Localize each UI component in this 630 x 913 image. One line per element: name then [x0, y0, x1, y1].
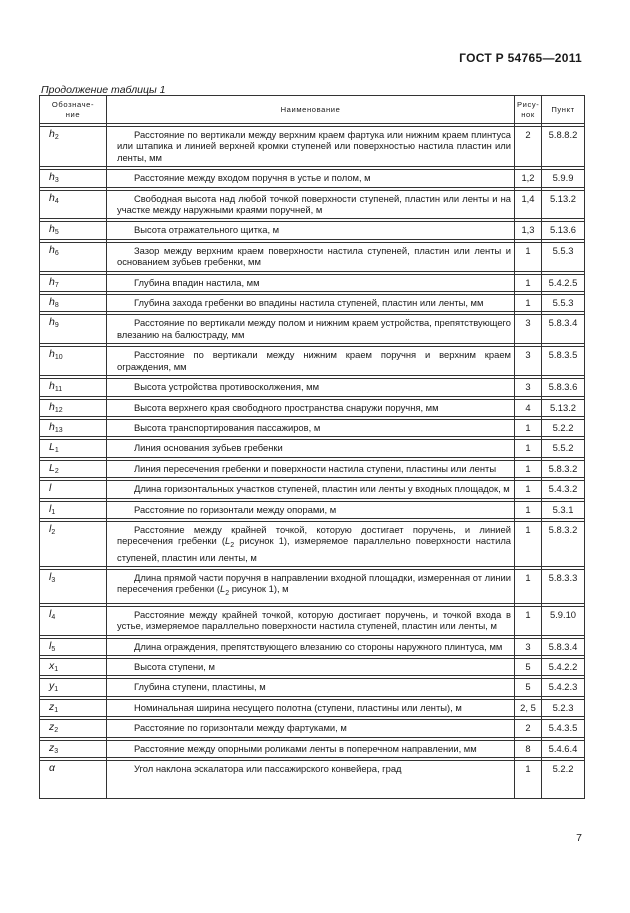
table-row [40, 399, 585, 416]
column-header-figure: Рису- нок [515, 96, 542, 124]
table-row [40, 481, 585, 498]
table-row [40, 170, 585, 187]
clause-cell: 5.4.3.5 [542, 720, 585, 737]
table-row [40, 347, 585, 376]
table-row [40, 760, 585, 798]
symbol: l [49, 522, 52, 535]
symbol: l [49, 482, 52, 495]
symbol-index: 2 [54, 134, 59, 141]
description-cell: Расстояние между крайней точкой, которую достигает поручень, и точкой входа в устье, измеряемое параллельно поверхности настила ступеней, пластин или ленты, м [107, 606, 515, 635]
symbol-index: 1 [54, 665, 59, 673]
clause-cell: 5.8.3.5 [542, 347, 585, 376]
table-row [40, 740, 585, 757]
description-cell: Линия пересечения гребенки и поверхности настила ступени, пластины или ленты [107, 460, 515, 477]
description-cell: Высота транспортирования пассажиров, м [107, 419, 515, 436]
figure-cell: 1 [515, 460, 542, 477]
description-cell: Высота устройства противосколжения, мм [107, 379, 515, 396]
symbol: h [49, 191, 55, 204]
symbol-index: 4 [51, 613, 56, 621]
symbol: z [49, 700, 55, 713]
symbol: h [49, 380, 55, 393]
symbol: h [49, 400, 55, 413]
line-reference-symbol: L [219, 583, 226, 595]
table-row [40, 501, 585, 518]
table-row [40, 222, 585, 239]
symbol: z [49, 721, 55, 734]
description-cell: Расстояние между опорными роликами ленты в поперечном направлении, мм [107, 740, 515, 757]
table-row [40, 379, 585, 396]
clause-cell: 5.8.3.2 [542, 460, 585, 477]
symbol-cell [40, 315, 107, 344]
symbol-index: 3 [51, 577, 56, 585]
description-cell: Глубина ступени, пластины, м [107, 679, 515, 696]
symbol-cell [40, 699, 107, 716]
clause-cell: 5.9.9 [542, 170, 585, 187]
symbol: α [49, 761, 55, 774]
symbol-index: 13 [54, 426, 63, 434]
description-cell: Высота верхнего края свободного пространства снаружи поручня, мм [107, 399, 515, 416]
symbol-cell [40, 242, 107, 271]
clause-cell: 5.8.3.4 [542, 638, 585, 655]
symbol-index: 2 [54, 467, 59, 475]
description-cell: Длина ограждения, препятствующего влезанию со стороны наружного плинтуса, мм [107, 638, 515, 655]
clause-cell: 5.13.6 [542, 222, 585, 239]
description-cell: Высота ступени, м [107, 658, 515, 675]
description-cell: Зазор между верхним краем поверхности настила ступеней, пластин или ленты и основанием зубьев гребенки, мм [107, 242, 515, 271]
symbol-cell [40, 399, 107, 416]
symbol: h [49, 296, 55, 309]
symbol: x [49, 659, 55, 672]
symbol-cell [40, 440, 107, 457]
table-row [40, 295, 585, 312]
description-cell: Расстояние по горизонтали между фартуками, м [107, 720, 515, 737]
figure-cell: 5 [515, 658, 542, 675]
symbol-cell [40, 295, 107, 312]
figure-cell: 5 [515, 679, 542, 696]
symbol-cell [40, 606, 107, 635]
figure-cell: 3 [515, 638, 542, 655]
figure-cell: 1,4 [515, 190, 542, 219]
clause-cell: 5.4.3.2 [542, 481, 585, 498]
symbol-cell [40, 570, 107, 604]
figure-cell: 4 [515, 399, 542, 416]
symbol: h [49, 348, 55, 361]
symbol-cell [40, 501, 107, 518]
clause-cell: 5.5.3 [542, 242, 585, 271]
symbol: h [49, 420, 55, 433]
clause-cell: 5.2.2 [542, 760, 585, 798]
clause-cell: 5.13.2 [542, 399, 585, 416]
figure-cell: 1,2 [515, 170, 542, 187]
symbol: y [49, 680, 55, 693]
symbol-cell [40, 740, 107, 757]
symbols-table [39, 95, 585, 799]
symbol-index: 12 [54, 406, 63, 414]
table-row [40, 274, 585, 291]
symbol-cell [40, 222, 107, 239]
symbol: h [49, 316, 55, 329]
figure-cell: 3 [515, 315, 542, 344]
clause-cell: 5.4.2.2 [542, 658, 585, 675]
symbol-cell [40, 170, 107, 187]
clause-cell: 5.8.8.2 [542, 127, 585, 167]
table-row [40, 190, 585, 219]
clause-cell: 5.2.3 [542, 699, 585, 716]
line-reference-index: 2 [230, 542, 235, 550]
description-cell: Расстояние между крайней точкой, которую достигает поручень, и линией пересечения гребенки ($L_2$ рисунок 1), измеряемое параллельно поверхности настила ступеней, пластин или ленты, м [107, 521, 515, 566]
figure-cell: 8 [515, 740, 542, 757]
symbol-index: 1 [54, 706, 59, 714]
figure-cell: 1 [515, 440, 542, 457]
table-caption: Продолжение таблицы 1 [41, 84, 166, 96]
symbol-index: 6 [54, 249, 59, 257]
figure-cell: 1 [515, 274, 542, 291]
description-cell: Номинальная ширина несущего полотна (ступени, пластины или ленты), м [107, 699, 515, 716]
figure-cell: 1 [515, 521, 542, 566]
symbol-index: 7 [54, 281, 59, 289]
table-row [40, 521, 585, 566]
figure-cell: 3 [515, 379, 542, 396]
column-header-designation: Обозначе- ние [40, 96, 107, 124]
description-cell: Длина горизонтальных участков ступеней, пластин или ленты у входных площадок, м [107, 481, 515, 498]
symbol: h [49, 223, 55, 236]
page-number: 7 [576, 832, 582, 844]
clause-cell: 5.2.2 [542, 419, 585, 436]
line-reference-index: 2 [225, 590, 230, 598]
description-cell: Расстояние по горизонтали между опорами, м [107, 501, 515, 518]
symbol-cell [40, 521, 107, 566]
table-row [40, 679, 585, 696]
clause-cell: 5.13.2 [542, 190, 585, 219]
line-reference-symbol: L [225, 535, 231, 547]
clause-cell: 5.5.3 [542, 295, 585, 312]
table-row [40, 606, 585, 635]
figure-cell: 1 [515, 242, 542, 271]
symbol-index: 5 [51, 645, 56, 653]
description-cell: Угол наклона эскалатора или пассажирского конвейера, град [107, 760, 515, 798]
description-cell: Линия основания зубьев гребенки [107, 440, 515, 457]
symbol: l [49, 607, 52, 620]
symbol: l [49, 571, 52, 584]
symbol-index: 10 [54, 354, 63, 362]
symbol-cell [40, 127, 107, 167]
symbol: h [49, 171, 55, 184]
symbol-cell [40, 720, 107, 737]
symbol: l [49, 639, 52, 652]
description-cell: Длина прямой части поручня в направлении входной площадки, измеренная от линии пересечения гребенки ($L_2$ рисунок 1), м [107, 570, 515, 604]
table-row [40, 638, 585, 655]
figure-cell: 1 [515, 606, 542, 635]
figure-cell: 1 [515, 760, 542, 798]
table-body [40, 124, 585, 799]
symbol-cell [40, 679, 107, 696]
column-header-name: Наименование [107, 96, 515, 124]
figure-cell: 1 [515, 481, 542, 498]
document-number: ГОСТ Р 54765—2011 [459, 51, 582, 65]
description-cell: Глубина захода гребенки во впадины настила ступеней, пластин или ленты, мм [107, 295, 515, 312]
clause-cell: 5.8.3.4 [542, 315, 585, 344]
symbol-index: 8 [54, 302, 59, 310]
symbol-index: 3 [54, 747, 59, 755]
symbol-cell [40, 274, 107, 291]
figure-cell: 3 [515, 347, 542, 376]
symbol: h [49, 243, 55, 256]
symbol-cell [40, 481, 107, 498]
clause-cell: 5.8.3.2 [542, 521, 585, 566]
figure-cell: 2, 5 [515, 699, 542, 716]
clause-cell: 5.4.2.3 [542, 679, 585, 696]
table-row [40, 720, 585, 737]
clause-cell: 5.4.6.4 [542, 740, 585, 757]
symbol-cell [40, 419, 107, 436]
clause-cell: 5.8.3.3 [542, 570, 585, 604]
symbol-index: 1 [51, 508, 56, 516]
table-row [40, 460, 585, 477]
symbol: h [49, 275, 55, 288]
figure-cell: 1 [515, 570, 542, 604]
symbol-index: 1 [54, 686, 59, 694]
description-cell: Расстояние между входом поручня в устье и полом, м [107, 170, 515, 187]
symbol-cell [40, 190, 107, 219]
symbol-cell [40, 379, 107, 396]
table-row [40, 419, 585, 436]
table-row [40, 570, 585, 604]
clause-cell: 5.4.2.5 [542, 274, 585, 291]
symbol-index: 11 [54, 386, 63, 394]
clause-cell: 5.3.1 [542, 501, 585, 518]
symbol-cell [40, 460, 107, 477]
description-cell: Расстояние по вертикали между полом и нижним краем устройства, препятствующего влезанию на балюстраду, мм [107, 315, 515, 344]
table-row [40, 127, 585, 167]
figure-cell: 1 [515, 419, 542, 436]
description-cell: Расстояние по вертикали между верхним краем фартука или нижним краем плинтуса или штапика и линией верхней кромки ступеней или поверхностью настила пластин или ленты, мм [107, 127, 515, 167]
symbol-cell [40, 638, 107, 655]
figure-cell: 2 [515, 127, 542, 167]
symbol: h [49, 128, 55, 140]
description-cell: Высота отражательного щитка, м [107, 222, 515, 239]
symbol-cell [40, 347, 107, 376]
figure-cell: 1 [515, 501, 542, 518]
symbol: l [49, 502, 52, 515]
symbol-index: 3 [54, 177, 59, 185]
description-cell: Расстояние по вертикали между нижним краем поручня и верхним краем ограждения, мм [107, 347, 515, 376]
description-cell: Глубина впадин настила, мм [107, 274, 515, 291]
symbol-index: 5 [54, 229, 59, 237]
symbol-index: 2 [51, 528, 56, 536]
table-row [40, 699, 585, 716]
figure-cell: 1 [515, 295, 542, 312]
symbol: z [49, 741, 55, 754]
table-row [40, 440, 585, 457]
symbol: L [49, 461, 55, 474]
symbol-index: 1 [54, 447, 59, 455]
symbol: L [49, 441, 55, 454]
symbol-cell [40, 658, 107, 675]
clause-cell: 5.8.3.6 [542, 379, 585, 396]
figure-cell: 2 [515, 720, 542, 737]
table-row [40, 658, 585, 675]
clause-cell: 5.5.2 [542, 440, 585, 457]
clause-cell: 5.9.10 [542, 606, 585, 635]
symbol-cell [40, 760, 107, 798]
table-row [40, 315, 585, 344]
table-row [40, 242, 585, 271]
symbol-index: 4 [54, 197, 59, 205]
symbol-index: 9 [54, 322, 59, 330]
figure-cell: 1,3 [515, 222, 542, 239]
description-cell: Свободная высота над любой точкой поверхности ступеней, пластин или ленты и на участке между наружными краями поручней, м [107, 190, 515, 219]
column-header-clause: Пункт [542, 96, 585, 124]
symbol-index: 2 [54, 727, 59, 735]
